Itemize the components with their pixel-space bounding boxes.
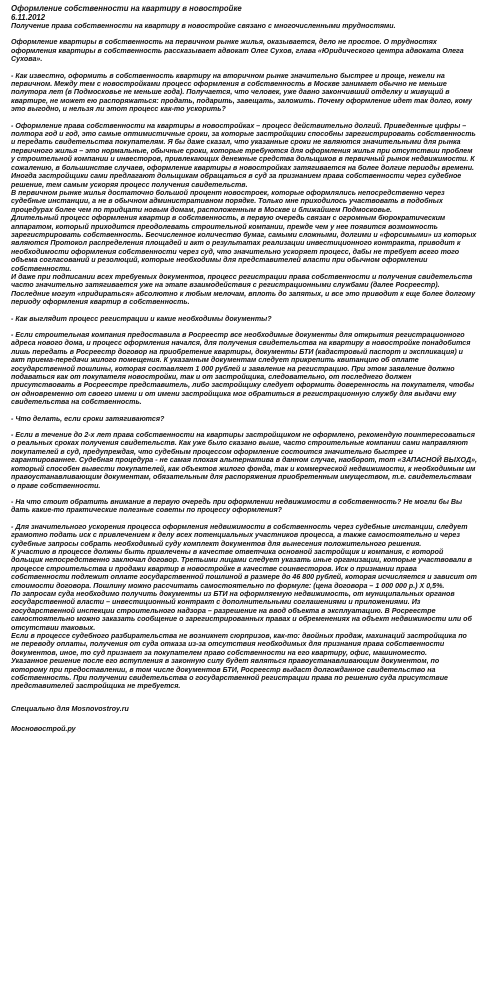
article-date: 6.11.2012 [11,13,46,22]
question-advice: - На что стоит обратить внимание в первую очередь при оформлении недвижимости в собственность? Не могли бы Вы дать какие-то практические полезные советы по процессу оформления? [11,497,463,515]
question-paragraph: - Как известно, оформить в собственность квартиру на вторичном рынке значительно быстрее и проще, нежели на первичном. Между тем с новостройками процесс оформления в собственность в Москве занимает обычно не меньше полутора лет (в Подмосковье не меньше года). Получается, что человек, уже давно закончивший отделку и живущий в квартире, не может ею распоряжаться: продать, подарить, завещать, заложить. Почему оформление идет так долго, кому это выгодно, и нельзя ли этот процесс как-то ускорить? [11,71,472,114]
answer-paragraph: Если в процессе судебного разбирательства не возникнет сюрпризов, как-то: двойных продаж, махинаций застройщика по не переводу оплаты, получения от суда отказа из-за отсутствия необходимых для признания права собственности документов, иное, то суд признает за покупателем право собственности на его квартиру, офис, машиноместо. [11,632,467,657]
answer-paragraph: К участию в процессе должны быть привлечены в качестве ответчика основной застройщик и компания, с которой дольщик непосредственно заключал договор. Третьими лицами следует указать иные организации, которые участвовали в процессе строительства и продажи квартир в новостройке в качестве соинвесторов. Иск о признании права собственности подлежит оплате государственной пошлиной в размере до 46 800 рублей, которая исчисляется и зависит от стоимости договора. Пошлину можно рассчитать самостоятельно по формуле: (цена договора – 1 000 000 р.) Х 0,5%. [11,547,477,590]
answer-paragraph: - Оформление права собственности на квартиры в новостройках – процесс действительно долгий. Приведенные цифры – полтора год и год, это самые оптимистичные сроки, за которые застройщики способны зарегистрировать собственность и передать свидетельства покупателям. Я бы даже сказал, что указанные сроки не являются значительными для рынка первичного жилья – это нормальные, обычные сроки, которые требуются для оформления жилья при отсутствии проблем у строительной компании и инвесторов, привлекающих денежные средства дольщиков в первичный рынок недвижимости. К сожалению, в большинстве случаев, оформление квартиры в новостройках затягивается на более долгие периоды времени. Иногда застройщики сами предлагают дольщикам обращаться в суд за признанием права собственности через судебное решение, тем самым ускоряя процесс получения свидетельств. [11,121,476,189]
answer-paragraph: В первичном рынке жилья достаточно большой процент новостроек, которые оформлялись непосредственно через судебные инстанции, а не в обычном административном порядке. Только мне приходилось участвовать в подобных процедурах более чем по тридцати новым домам, расположенным в Москве и ближайшем Подмосковье. [11,188,445,214]
answer-registration: - Если строительная компания предоставила в Росреестр все необходимые документы для открытия регистрационного адреса нового дома, и процесс оформления начался, для получения свидетельства на квартиру в новостройке понадобится лишь передать в Росреестр договор на приобретение квартиры, документы БТИ (кадастровый паспорт и экспликация) и акт приема-передачи жилого помещения. К указанным документам следует прикрепить квитанцию об оплате государственной пошлины, которая составляет 1 000 рублей и заявление на регистрацию. При этом заявление должно подаваться как от покупателя новостройки, так и от застройщика, следовательно, от последнего должен присутствовать в Росреестре представитель, либо застройщику следует оформить доверенность на покупателя, чтобы он одновременно от своего имени и от имени застройщика мог обратиться в регистрационную службу для выдачи ему свидетельства на собственность. [11,331,475,407]
article-intro [11,38,477,63]
answer-paragraph: Длительный процесс оформления квартир в собственность, в первую очередь связан с огромным бюрократическим аппаратом, который приходится преодолевать строительной компании, прежде чем у нее появится возможность зарегистрировать собственность. Бесчисленное количество бумаг, самыми сложными, долгими и «форсимыми» из которых являются Протокол распределения площадей и акт о результатах реализации инвестиционного контракта, приводит к необходимости оформления собственности через суд, что значительно ускоряет процесс, дабы не требует всего того объема согласований и резолюций, которые необходимы для представителей власти при обычном оформлении собственности. [11,214,477,273]
answer-block-2 [11,523,477,691]
question-registration: - Как выглядит процесс регистрации и какие необходимы документы? [11,314,272,323]
question-delays: - Что делать, если сроки затягиваются? [11,414,165,423]
answer-paragraph: И даже при подписании всех требуемых документов, процесс регистрации права собственности и получения свидетельств часто значительно затягивается уже на этапе взаимодействия с регистрационными службами (далее Росреестр). Последние могут «придираться» абсолютно к любым мелочам, вплоть до запятых, и все это приводит к еще более долгому периоду оформления квартир в собственность. [11,272,476,307]
article-title: Оформление собственности на квартиру в новостройке [11,4,242,13]
answer-paragraph: По запросам суда необходимо получить документы из БТИ на оформляемую недвижимость, от муниципальных органов государственной власти – инвестиционный контракт с дополнительными соглашениями и приложениями. Из государственной инспекции строительного надзора – разрешение на ввод объекта в эксплуатацию. В Росреестре самостоятельно можно заказать сообщение о зарегистрированных правах и обременениях на объект недвижимости или об отсутствии таковых. [11,589,472,632]
article-lead: Получение права собственности на квартиру в новостройке связано с многочисленными трудностями. [11,22,396,30]
article [11,4,477,734]
article-source: Мосновострой.ру [11,725,76,734]
intro-paragraph: Оформление квартиры в собственность на первичном рынке жилья, оказывается, дело не простое. О трудностях оформления квартиры в собственность рассказывает адвокат Олег Сухов, глава «Юридического центра адвоката Олега Сухова». [11,38,464,64]
answer-block-1 [11,122,477,307]
answer-paragraph: - Для значительного ускорения процесса оформления недвижимости в собственность через судебные инстанции, следует грамотно подать иск с привлечением к делу всех потенциальных участников процесса, а также самостоятельно и через судебные запросы собрать необходимый суду комплект документов для вынесения положительного решения. [11,522,468,548]
article-signature: Специально для Mosnovostroy.ru [11,704,129,713]
answer-paragraph: Указанное решение после его вступления в законную силу будет являться правоустанавливающим документом, по которому при предоставлении, в том числе документов БТИ, Росреестр выдаст долгожданное свидетельство на собственность. При получении свидетельства о государственной регистрации права по решению суда присутствие представителей застройщика не требуется. [11,657,448,691]
answer-delays: - Если в течение до 2-х лет права собственности на квартиры застройщиком не оформлено, рекомендую поинтересоваться о реальных сроках получения свидетельств. Как уже было сказано выше, часто строительные компании сами направляют покупателей в суд, предупреждая, что судебным процессом оформление состоится значительно быстрее и гарантированнее. Судебная процедура - не самая плохая альтернатива в данном случае, наоборот, тот «ЗАПАСНОЙ ВЫХОД», который способен вывести покупателей, как объектов жилого фонда, так и коммерческой недвижимости, к необходимым им правоустанавливающим документам, обязательным для распоряжения приобретенным имуществом, т.е. свидетельствам о праве собственности. [11,431,477,490]
